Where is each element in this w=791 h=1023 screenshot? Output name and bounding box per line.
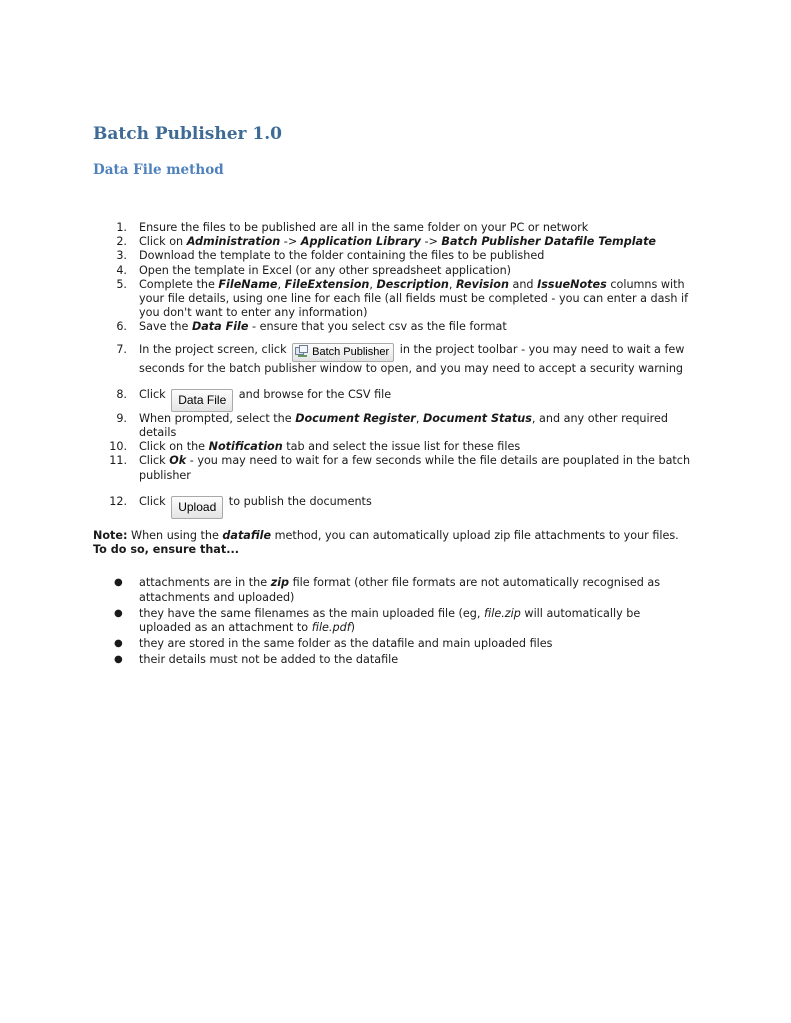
- step-text: Click on: [139, 235, 187, 249]
- bullet-icon: ●: [114, 653, 123, 665]
- step-6: [93, 320, 693, 334]
- example-filename: file.zip: [484, 606, 521, 620]
- note-text: method, you can automatically upload zip file attachments to your files.: [271, 529, 679, 542]
- bullet-icon: ●: [114, 638, 123, 650]
- step-7: [93, 343, 693, 376]
- step-text: - you may need to wait for a few seconds while the file details are pouplated in the batch publisher: [139, 454, 691, 482]
- step-number: 9.: [116, 411, 127, 425]
- note-text: When using the: [127, 529, 223, 542]
- step-text: - ensure that you select csv as the file format: [248, 320, 507, 334]
- bullet-text: their details must not be added to the datafile: [139, 652, 399, 666]
- step-text: When prompted, select the: [139, 411, 296, 425]
- menu-path-administration: Administration: [186, 235, 281, 249]
- note-paragraph: [93, 529, 693, 557]
- requirements-list: [93, 576, 693, 669]
- section-subtitle: Data File method: [93, 162, 224, 178]
- step-text: Click on the: [139, 440, 209, 454]
- step-text: ,: [448, 277, 456, 291]
- step-3: [93, 249, 693, 263]
- note-label: Note:: [93, 529, 128, 542]
- document-register-term: Document Register: [295, 411, 416, 425]
- step-number: 4.: [116, 263, 127, 277]
- datafile-term: datafile: [222, 529, 272, 542]
- document-status-term: Document Status: [422, 411, 532, 425]
- step-text: Open the template in Excel (or any other spreadsheet application): [139, 263, 512, 277]
- bullet-text: will automatically be uploaded as an attachment to: [139, 606, 641, 635]
- step-text: Click: [139, 387, 170, 401]
- step-number: 2.: [116, 235, 127, 249]
- bullet-text: attachments are in the: [139, 576, 271, 589]
- note-emphasis: To do so, ensure that...: [93, 543, 239, 557]
- step-4: [93, 264, 693, 278]
- step-number: 5.: [116, 277, 127, 291]
- step-text: tab and select the issue list for these files: [282, 440, 521, 454]
- example-filename: file.pdf: [311, 621, 351, 635]
- step-2: [93, 235, 693, 249]
- field-revision: Revision: [456, 277, 509, 291]
- list-item: [93, 653, 693, 668]
- data-file-term: Data File: [191, 320, 249, 334]
- step-text: ->: [420, 235, 442, 249]
- step-text: and: [508, 277, 538, 291]
- step-number: 11.: [109, 454, 127, 468]
- steps-list: [93, 221, 693, 519]
- batch-publisher-button[interactable]: [292, 343, 394, 362]
- step-text: in the project toolbar - you may need to wait a few seconds for the batch publisher window to open, and you may need to accept a security warning: [139, 342, 685, 375]
- step-text: ->: [280, 235, 301, 249]
- step-number: 10.: [109, 440, 127, 454]
- upload-button[interactable]: Upload: [171, 496, 223, 519]
- step-number: 1.: [116, 221, 127, 234]
- step-5: [93, 278, 693, 321]
- step-text: , and any other required details: [139, 411, 668, 440]
- step-text: columns with your file details, using one line for each file (all fields must be completed - you can enter a dash if you don't want to enter any information): [139, 277, 689, 320]
- notification-tab-term: Notification: [208, 440, 283, 454]
- step-text: Click: [139, 494, 170, 508]
- step-text: Save the: [139, 320, 192, 334]
- step-text: ,: [277, 277, 285, 291]
- ok-term: Ok: [169, 454, 187, 468]
- bullet-text: they have the same filenames as the main uploaded file (eg,: [139, 606, 484, 620]
- step-12: [93, 495, 693, 519]
- field-issuenotes: IssueNotes: [537, 277, 607, 291]
- step-text: ,: [369, 277, 377, 291]
- field-filename: FileName: [218, 277, 278, 291]
- list-item: [93, 607, 693, 637]
- bullet-icon: ●: [114, 577, 123, 588]
- step-text: and browse for the CSV file: [235, 387, 392, 401]
- field-fileextension: FileExtension: [284, 277, 370, 291]
- menu-path-application-library: Application Library: [300, 235, 421, 249]
- list-item: [93, 637, 693, 652]
- step-text: In the project screen, click: [139, 342, 291, 356]
- bullet-icon: ●: [114, 607, 123, 619]
- step-number: 7.: [116, 342, 127, 356]
- menu-path-template: Batch Publisher Datafile Template: [441, 235, 657, 249]
- field-description: Description: [376, 277, 449, 291]
- page-title: Batch Publisher 1.0: [93, 124, 283, 144]
- step-text: Click: [139, 454, 170, 468]
- zip-term: zip: [270, 576, 290, 589]
- batch-publisher-icon: [295, 345, 309, 357]
- step-number: 3.: [116, 249, 127, 263]
- step-number: 12.: [109, 494, 127, 508]
- step-text: Complete the: [139, 277, 219, 291]
- step-11: [93, 454, 693, 482]
- step-text: ,: [415, 411, 423, 425]
- bullet-text: file format (other file formats are not automatically recognised as attachments and uploaded): [139, 576, 661, 604]
- bullet-text: ): [350, 621, 356, 635]
- data-file-button[interactable]: Data File: [171, 389, 233, 412]
- list-item: [93, 576, 693, 606]
- step-number: 8.: [116, 387, 127, 401]
- step-10: [93, 440, 693, 454]
- step-text: Download the template to the folder containing the files to be published: [139, 249, 545, 263]
- step-1: [93, 221, 693, 235]
- step-9: [93, 412, 693, 440]
- step-8: [93, 388, 693, 412]
- bullet-text: they are stored in the same folder as the datafile and main uploaded files: [139, 637, 553, 651]
- batch-publisher-button-label: Batch Publisher: [312, 345, 390, 358]
- step-text: to publish the documents: [225, 494, 372, 508]
- step-number: 6.: [116, 320, 127, 334]
- step-text: Ensure the files to be published are all in the same folder on your PC or network: [139, 221, 589, 234]
